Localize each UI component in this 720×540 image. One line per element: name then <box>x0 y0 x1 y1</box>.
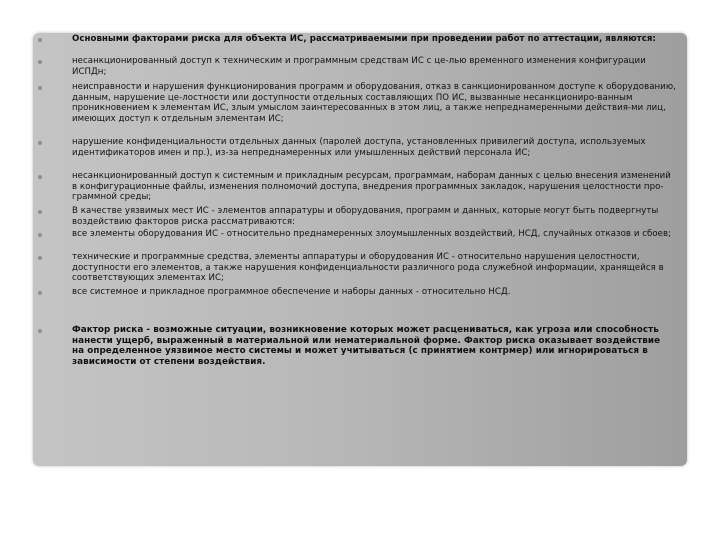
bullet-item: нарушение конфиденциальности отдельных данных (паролей доступа, установленных привилегий доступа, используемых идентификаторов имен и пр.), из-за непреднамеренных или умышленных действий персонала ИС; <box>72 137 678 158</box>
bullet-item: неисправности и нарушения функционирования программ и оборудования, отказ в санкционированном доступе к оборудованию, данным, нарушение це-лостности или доступности отдельных составляющих ПО ИС, вызванные несанкциониро-ванным проникновением к элементам ИС, злым умыслом заинтересованных в этом лиц, а также непреднамеренными действия-ми лиц, имеющих доступ к отдельным элементам ИС; <box>72 82 678 124</box>
bullet-item: технические и программные средства, элементы аппаратуры и оборудования ИС - относительно нарушения целостности, доступности его элементов, а также нарушения конфиденциальности различного рода служебной информации, хранящейся в соответствующих элементах ИС; <box>72 252 678 284</box>
bullet-item: несанкционированный доступ к техническим и программным средствам ИС с це-лью временного изменения конфигурации ИСПДн; <box>72 56 678 77</box>
bullet-item: все элементы оборудования ИС - относительно преднамеренных злоумышленных воздействий, НСД, случайных отказов и сбоев; <box>72 229 678 240</box>
bullet-item: В качестве уязвимых мест ИС - элементов аппаратуры и оборудования, программ и данных, которые могут быть подвергнуты воздействию факторов риска рассматриваются: <box>72 206 678 227</box>
bullet-item: все системное и прикладное программное обеспечение и наборы данных - относительно НСД. <box>72 287 678 298</box>
risk-factor-definition: Фактор риска - возможные ситуации, возникновение которых может расцениваться, как угроза или способность нанести ущерб, выраженный в материальной или нематериальной форме. Фактор риска оказывает воздействие на определенное уязвимое место системы и может учитываться (с принятием контрмер) или игнорироваться в зависимости от степени воздействия. <box>72 325 661 367</box>
bullet-item: несанкционированный доступ к системным и прикладным ресурсам, программам, наборам данных с целью внесения изменений в конфигурационные файлы, изменения полномочий доступа, внедрения программных закладок, нарушения целостности про-граммной среды; <box>72 171 678 203</box>
bullet-item: Основными факторами риска для объекта ИС, рассматриваемыми при проведении работ по аттестации, являются: <box>72 34 678 45</box>
